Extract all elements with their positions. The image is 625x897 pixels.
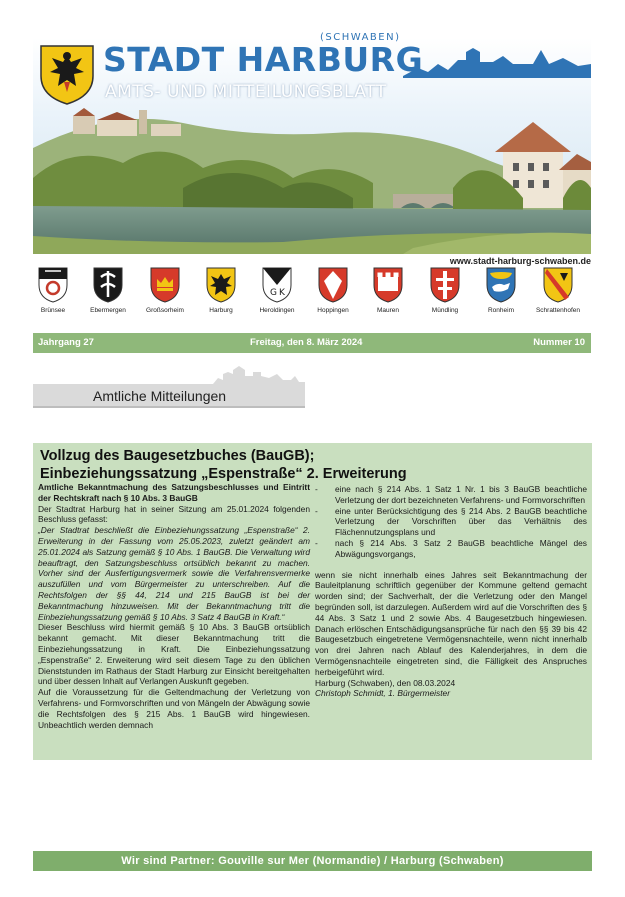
crest-harburg-icon xyxy=(206,267,236,303)
district-crests-row xyxy=(33,267,591,327)
crest-label: Brünsee xyxy=(40,307,66,314)
crest-grosssorheim-icon xyxy=(150,267,180,303)
notice-paragraph: wenn sie nicht innerhalb eines Jahres seit Bekanntmachung der Bauleitplanung schriftlich gegenüber der Kommune geltend gemacht worden sind; der Sachverhalt, der die Verletzung oder den Mangel begründen soll, ist darzulegen. Außerdem wird auf die Vorschriften des § 44 Abs. 3 Satz 1 und 2 sowie Abs. 4 Baugesetzbuch hingewiesen. Danach erlöschen Entschädigungsansprüche für nach den §§ 39 bis 42 Baugesetzbuch eingetretene Vermögensnachteile, wenn nicht innerhalb von drei Jahren nach Ablauf des Kalenderjahres, in dem die Vermögensnachteile eingetreten sind, die Fälligkeit des Anspruches herbeigeführt wird. xyxy=(315,569,587,677)
crest-muendling-icon xyxy=(430,267,460,303)
crest-grosssorheim xyxy=(137,267,193,314)
svg-text:G: G xyxy=(270,288,277,298)
crest-label: Hoppingen xyxy=(317,307,349,314)
notice-paragraph: Auf die Voraussetzung für die Geltendmachung der Verletzung von Verfahrens- und Formvorschriften und von Mängeln der Abwägung sowie die Rechtsfolgen des § 215 Abs. 1 BauGB wird hingewiesen. Unbeachtlich werden demnach xyxy=(38,687,310,730)
crest-hoppingen-icon xyxy=(318,267,348,303)
masthead-title: STADT HARBURG xyxy=(103,40,424,79)
notice-heading-line2: Einbeziehungssatzung „Espenstraße“ 2. Erweiterung xyxy=(40,466,407,482)
notice-signature: Christoph Schmidt, 1. Bürgermeister xyxy=(315,688,450,699)
section-header xyxy=(33,366,305,408)
partner-footer: Wir sind Partner: Gouville sur Mer (Normandie) / Harburg (Schwaben) xyxy=(33,851,592,871)
crest-schrattenhofen-icon xyxy=(543,267,573,303)
crest-label: Mauren xyxy=(376,307,400,314)
crest-heroldingen-icon xyxy=(262,267,292,303)
notice-subheading: Amtliche Bekanntmachung des Satzungsbeschlusses und Eintritt der Rechtskraft nach § 10 Abs. 3 BauGB xyxy=(38,482,310,503)
masthead xyxy=(33,32,591,254)
crest-ronheim-icon xyxy=(486,267,516,303)
notice-quote: „Der Stadtrat beschließt die Einbeziehungssatzung „Espenstraße“ 2. Erweiterung in der Fassung vom 25.05.2023, zuletzt geändert am 25.01.2024 als Satzung gemäß § 10 Abs. 1 BauGB. Die Verwaltung wird beauftragt, den Satzungsbeschluss ortsüblich bekannt zu machen. Vorher sind der Ausfertigungsvermerk sowie die Verfahrensvermerke auszufüllen und vom Bürgermeister zu unterschreiben. Auf die Rechtsfolgen der §§ 44, 214 und 215 BauGB ist bei der Bekanntmachung hinzuweisen. Mit der Bekanntmachung tritt die Einbeziehungssatzung gemäß § 10 Abs. 3 Satz 4 BauGB in Kraft.“ xyxy=(38,525,310,622)
crest-bruensee xyxy=(25,267,81,314)
official-notice-box xyxy=(33,443,592,760)
notice-column-right xyxy=(315,482,587,699)
notice-heading xyxy=(40,447,585,483)
issue-number: Nummer 10 xyxy=(533,337,585,348)
crest-label: Heroldingen xyxy=(259,307,295,314)
crest-mauren-icon xyxy=(373,267,403,303)
crest-label: Mündling xyxy=(431,307,459,314)
crest-bruensee-icon xyxy=(38,267,68,303)
crest-hoppingen xyxy=(305,267,361,314)
masthead-subtitle: AMTS- UND MITTEILUNGSBLATT xyxy=(105,82,387,102)
issue-date: Freitag, den 8. März 2024 xyxy=(250,337,363,348)
issue-info-bar xyxy=(33,333,591,353)
notice-paragraph: Der Stadtrat Harburg hat in seiner Sitzung am 25.01.2024 folgenden Beschluss gefasst: xyxy=(38,503,310,525)
crest-muendling xyxy=(417,267,473,314)
notice-list-item: - nach § 214 Abs. 3 Satz 2 BauGB beachtliche Mängel des Abwägungsvorgangs, xyxy=(315,538,587,560)
crest-label: Schrattenhofen xyxy=(535,307,581,314)
website-link[interactable]: www.stadt-harburg-schwaben.de xyxy=(449,256,591,266)
notice-list xyxy=(315,484,587,560)
crest-label: Ronheim xyxy=(487,307,514,314)
notice-heading-line1: Vollzug des Baugesetzbuches (BauGB); xyxy=(40,448,315,464)
crest-schrattenhofen xyxy=(530,267,586,314)
crest-ebermergen xyxy=(80,267,136,314)
notice-place-date: Harburg (Schwaben), den 08.03.2024 xyxy=(315,677,456,688)
crest-ronheim xyxy=(473,267,529,314)
section-title: Amtliche Mitteilungen xyxy=(93,388,227,404)
notice-list-item: - eine unter Berücksichtigung des § 214 Abs. 2 BauGB beachtliche Verletzung der Vorschriften über das Verhältnis des Flächennutzungsplans und xyxy=(315,506,587,538)
crest-label: Großsorheim xyxy=(146,307,184,314)
crest-ebermergen-icon xyxy=(93,267,123,303)
masthead-region: (SCHWABEN) xyxy=(320,32,401,43)
crest-mauren xyxy=(360,267,416,314)
notice-column-left xyxy=(38,482,310,730)
notice-list-item: - eine nach § 214 Abs. 1 Satz 1 Nr. 1 bis 3 BauGB beachtliche Verletzung der dort bezeichneten Verfahrens- und Formvorschriften xyxy=(315,484,587,506)
crest-label: Harburg xyxy=(209,307,233,314)
crest-heroldingen xyxy=(249,267,305,314)
harburg-coat-of-arms-icon xyxy=(38,42,96,106)
issue-volume: Jahrgang 27 xyxy=(38,337,94,348)
crest-harburg xyxy=(193,267,249,314)
notice-paragraph: Dieser Beschluss wird hiermit gemäß § 10 Abs. 3 BauGB ortsüblich bekannt gemacht. Mit dieser Bekanntmachung tritt die Einbeziehungssatzung in Kraft. Die Einbeziehungssatzung „Espenstraße“ 2. Erweiterung wird seit diesem Tage zu den üblichen Dienststunden im Rathaus der Stadt Harburg zur Einsicht bereitgehalten und über dessen Inhalt auf Verlangen Auskunft gegeben. xyxy=(38,622,310,687)
svg-text:K: K xyxy=(279,288,285,298)
crest-label: Ebermergen xyxy=(90,307,126,314)
